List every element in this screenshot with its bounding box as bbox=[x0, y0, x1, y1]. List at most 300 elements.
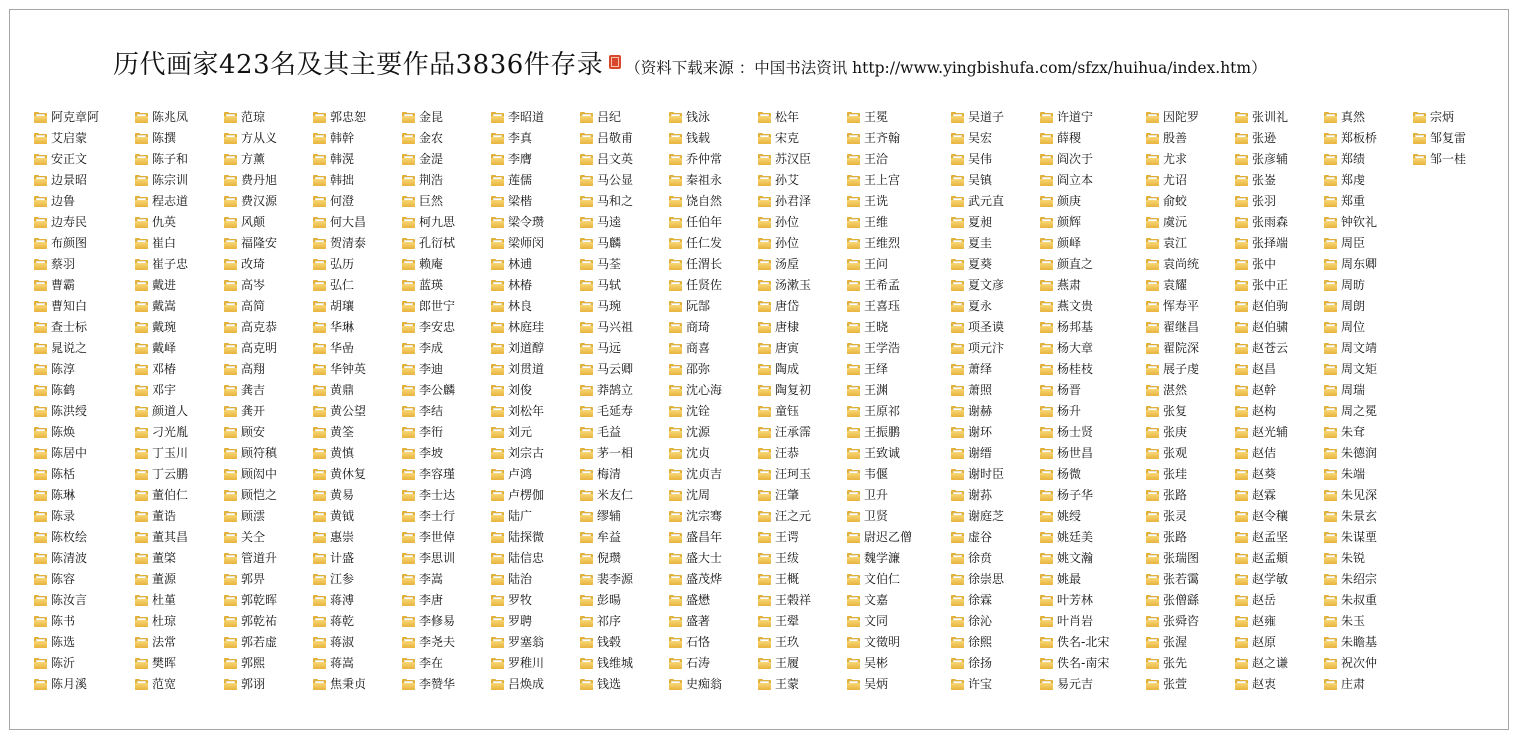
folder-item[interactable] bbox=[402, 506, 455, 527]
folder-item[interactable] bbox=[580, 485, 633, 506]
folder-item[interactable] bbox=[135, 191, 188, 212]
folder-item[interactable] bbox=[313, 674, 366, 695]
folder-item[interactable] bbox=[1146, 485, 1199, 506]
folder-item[interactable] bbox=[580, 149, 633, 170]
folder-item[interactable] bbox=[491, 401, 544, 422]
folder-item[interactable] bbox=[758, 317, 811, 338]
folder-item[interactable] bbox=[313, 527, 366, 548]
folder-item[interactable] bbox=[34, 611, 99, 632]
folder-item[interactable] bbox=[135, 233, 188, 254]
folder-item[interactable] bbox=[1146, 317, 1199, 338]
folder-item[interactable] bbox=[1146, 443, 1199, 464]
folder-item[interactable] bbox=[758, 464, 811, 485]
folder-item[interactable] bbox=[758, 254, 811, 275]
folder-item[interactable] bbox=[491, 422, 544, 443]
folder-item[interactable] bbox=[951, 128, 1004, 149]
folder-item[interactable] bbox=[1040, 632, 1109, 653]
folder-item[interactable] bbox=[491, 380, 544, 401]
folder-item[interactable] bbox=[224, 191, 277, 212]
folder-item[interactable] bbox=[580, 296, 633, 317]
folder-item[interactable] bbox=[1413, 149, 1466, 170]
folder-item[interactable] bbox=[1324, 296, 1377, 317]
folder-item[interactable] bbox=[1146, 380, 1199, 401]
folder-item[interactable] bbox=[1324, 527, 1377, 548]
folder-item[interactable] bbox=[224, 590, 277, 611]
folder-item[interactable] bbox=[1324, 254, 1377, 275]
folder-item[interactable] bbox=[135, 338, 188, 359]
folder-item[interactable] bbox=[313, 338, 366, 359]
folder-item[interactable] bbox=[1146, 569, 1199, 590]
folder-item[interactable] bbox=[224, 653, 277, 674]
folder-item[interactable] bbox=[580, 191, 633, 212]
folder-item[interactable] bbox=[135, 317, 188, 338]
folder-item[interactable] bbox=[1040, 191, 1109, 212]
folder-item[interactable] bbox=[758, 380, 811, 401]
folder-item[interactable] bbox=[491, 674, 544, 695]
folder-item[interactable] bbox=[1235, 338, 1288, 359]
folder-item[interactable] bbox=[313, 317, 366, 338]
folder-item[interactable] bbox=[1040, 254, 1109, 275]
folder-item[interactable] bbox=[1235, 653, 1288, 674]
folder-item[interactable] bbox=[1235, 149, 1288, 170]
folder-item[interactable] bbox=[224, 128, 277, 149]
folder-item[interactable] bbox=[669, 233, 722, 254]
folder-item[interactable] bbox=[1235, 359, 1288, 380]
folder-item[interactable] bbox=[1146, 149, 1199, 170]
folder-item[interactable] bbox=[1040, 422, 1109, 443]
folder-item[interactable] bbox=[669, 653, 722, 674]
folder-item[interactable] bbox=[1235, 464, 1288, 485]
folder-item[interactable] bbox=[34, 506, 99, 527]
folder-item[interactable] bbox=[34, 170, 99, 191]
folder-item[interactable] bbox=[951, 254, 1004, 275]
folder-item[interactable] bbox=[491, 317, 544, 338]
folder-item[interactable] bbox=[669, 380, 722, 401]
folder-item[interactable] bbox=[313, 653, 366, 674]
folder-item[interactable] bbox=[580, 254, 633, 275]
folder-item[interactable] bbox=[847, 233, 912, 254]
folder-item[interactable] bbox=[135, 443, 188, 464]
folder-item[interactable] bbox=[951, 359, 1004, 380]
folder-item[interactable] bbox=[135, 212, 188, 233]
folder-item[interactable] bbox=[847, 149, 912, 170]
folder-item[interactable] bbox=[491, 191, 544, 212]
folder-item[interactable] bbox=[1146, 128, 1199, 149]
folder-item[interactable] bbox=[669, 674, 722, 695]
folder-item[interactable] bbox=[402, 191, 455, 212]
folder-item[interactable] bbox=[224, 464, 277, 485]
folder-item[interactable] bbox=[758, 632, 811, 653]
folder-item[interactable] bbox=[135, 275, 188, 296]
folder-item[interactable] bbox=[1040, 464, 1109, 485]
folder-item[interactable] bbox=[951, 485, 1004, 506]
folder-item[interactable] bbox=[669, 506, 722, 527]
folder-item[interactable] bbox=[313, 212, 366, 233]
folder-item[interactable] bbox=[402, 338, 455, 359]
folder-item[interactable] bbox=[402, 233, 455, 254]
folder-item[interactable] bbox=[135, 569, 188, 590]
folder-item[interactable] bbox=[669, 317, 722, 338]
folder-item[interactable] bbox=[1146, 632, 1199, 653]
folder-item[interactable] bbox=[1324, 149, 1377, 170]
folder-item[interactable] bbox=[402, 464, 455, 485]
folder-item[interactable] bbox=[313, 380, 366, 401]
folder-item[interactable] bbox=[1040, 611, 1109, 632]
folder-item[interactable] bbox=[313, 254, 366, 275]
folder-item[interactable] bbox=[758, 275, 811, 296]
folder-item[interactable] bbox=[135, 674, 188, 695]
folder-item[interactable] bbox=[951, 443, 1004, 464]
folder-item[interactable] bbox=[491, 233, 544, 254]
folder-item[interactable] bbox=[491, 170, 544, 191]
folder-item[interactable] bbox=[847, 569, 912, 590]
folder-item[interactable] bbox=[580, 275, 633, 296]
folder-item[interactable] bbox=[758, 548, 811, 569]
folder-item[interactable] bbox=[1146, 548, 1199, 569]
folder-item[interactable] bbox=[313, 233, 366, 254]
folder-item[interactable] bbox=[34, 380, 99, 401]
folder-item[interactable] bbox=[758, 170, 811, 191]
folder-item[interactable] bbox=[1040, 653, 1109, 674]
folder-item[interactable] bbox=[669, 212, 722, 233]
folder-item[interactable] bbox=[951, 569, 1004, 590]
folder-item[interactable] bbox=[847, 653, 912, 674]
folder-item[interactable] bbox=[1235, 443, 1288, 464]
folder-item[interactable] bbox=[1235, 296, 1288, 317]
folder-item[interactable] bbox=[491, 149, 544, 170]
folder-item[interactable] bbox=[1040, 149, 1109, 170]
folder-item[interactable] bbox=[669, 359, 722, 380]
folder-item[interactable] bbox=[1146, 275, 1199, 296]
folder-item[interactable] bbox=[224, 569, 277, 590]
folder-item[interactable] bbox=[1235, 212, 1288, 233]
folder-item[interactable] bbox=[1324, 359, 1377, 380]
folder-item[interactable] bbox=[1235, 254, 1288, 275]
folder-item[interactable] bbox=[1040, 128, 1109, 149]
folder-item[interactable] bbox=[1324, 191, 1377, 212]
folder-item[interactable] bbox=[758, 443, 811, 464]
folder-item[interactable] bbox=[135, 401, 188, 422]
folder-item[interactable] bbox=[1040, 443, 1109, 464]
folder-item[interactable] bbox=[580, 107, 633, 128]
folder-item[interactable] bbox=[1235, 485, 1288, 506]
folder-item[interactable] bbox=[224, 296, 277, 317]
folder-item[interactable] bbox=[580, 359, 633, 380]
folder-item[interactable] bbox=[34, 254, 99, 275]
folder-item[interactable] bbox=[758, 506, 811, 527]
folder-item[interactable] bbox=[1413, 128, 1466, 149]
folder-item[interactable] bbox=[951, 338, 1004, 359]
folder-item[interactable] bbox=[580, 401, 633, 422]
folder-item[interactable] bbox=[1146, 170, 1199, 191]
folder-item[interactable] bbox=[1146, 359, 1199, 380]
folder-item[interactable] bbox=[313, 107, 366, 128]
folder-item[interactable] bbox=[580, 338, 633, 359]
folder-item[interactable] bbox=[224, 632, 277, 653]
folder-item[interactable] bbox=[224, 275, 277, 296]
folder-item[interactable] bbox=[34, 632, 99, 653]
folder-item[interactable] bbox=[951, 296, 1004, 317]
folder-item[interactable] bbox=[491, 275, 544, 296]
folder-item[interactable] bbox=[580, 590, 633, 611]
folder-item[interactable] bbox=[1040, 212, 1109, 233]
folder-item[interactable] bbox=[34, 548, 99, 569]
folder-item[interactable] bbox=[402, 443, 455, 464]
folder-item[interactable] bbox=[402, 422, 455, 443]
folder-item[interactable] bbox=[1235, 191, 1288, 212]
folder-item[interactable] bbox=[402, 485, 455, 506]
folder-item[interactable] bbox=[1146, 338, 1199, 359]
folder-item[interactable] bbox=[669, 527, 722, 548]
folder-item[interactable] bbox=[491, 107, 544, 128]
folder-item[interactable] bbox=[1324, 611, 1377, 632]
folder-item[interactable] bbox=[951, 212, 1004, 233]
folder-item[interactable] bbox=[847, 422, 912, 443]
folder-item[interactable] bbox=[758, 674, 811, 695]
folder-item[interactable] bbox=[1146, 506, 1199, 527]
folder-item[interactable] bbox=[758, 191, 811, 212]
folder-item[interactable] bbox=[135, 128, 188, 149]
folder-item[interactable] bbox=[847, 254, 912, 275]
folder-item[interactable] bbox=[1040, 296, 1109, 317]
folder-item[interactable] bbox=[580, 653, 633, 674]
folder-item[interactable] bbox=[669, 338, 722, 359]
folder-item[interactable] bbox=[1040, 569, 1109, 590]
folder-item[interactable] bbox=[402, 590, 455, 611]
folder-item[interactable] bbox=[1324, 632, 1377, 653]
folder-item[interactable] bbox=[402, 548, 455, 569]
folder-item[interactable] bbox=[1235, 275, 1288, 296]
folder-item[interactable] bbox=[135, 506, 188, 527]
folder-item[interactable] bbox=[34, 653, 99, 674]
folder-item[interactable] bbox=[580, 422, 633, 443]
folder-item[interactable] bbox=[1040, 590, 1109, 611]
folder-item[interactable] bbox=[135, 653, 188, 674]
folder-item[interactable] bbox=[1146, 611, 1199, 632]
folder-item[interactable] bbox=[313, 275, 366, 296]
folder-item[interactable] bbox=[951, 653, 1004, 674]
folder-item[interactable] bbox=[224, 548, 277, 569]
folder-item[interactable] bbox=[34, 233, 99, 254]
folder-item[interactable] bbox=[313, 191, 366, 212]
folder-item[interactable] bbox=[34, 317, 99, 338]
folder-item[interactable] bbox=[491, 212, 544, 233]
folder-item[interactable] bbox=[1235, 674, 1288, 695]
folder-item[interactable] bbox=[1413, 107, 1466, 128]
folder-item[interactable] bbox=[402, 401, 455, 422]
folder-item[interactable] bbox=[1146, 233, 1199, 254]
folder-item[interactable] bbox=[1146, 674, 1199, 695]
folder-item[interactable] bbox=[669, 128, 722, 149]
folder-item[interactable] bbox=[1040, 275, 1109, 296]
folder-item[interactable] bbox=[1040, 170, 1109, 191]
folder-item[interactable] bbox=[313, 548, 366, 569]
folder-item[interactable] bbox=[224, 674, 277, 695]
folder-item[interactable] bbox=[313, 632, 366, 653]
folder-item[interactable] bbox=[1235, 569, 1288, 590]
folder-item[interactable] bbox=[313, 485, 366, 506]
folder-item[interactable] bbox=[34, 359, 99, 380]
folder-item[interactable] bbox=[313, 128, 366, 149]
folder-item[interactable] bbox=[34, 275, 99, 296]
folder-item[interactable] bbox=[313, 296, 366, 317]
folder-item[interactable] bbox=[491, 338, 544, 359]
folder-item[interactable] bbox=[669, 254, 722, 275]
folder-item[interactable] bbox=[1146, 590, 1199, 611]
folder-item[interactable] bbox=[34, 212, 99, 233]
folder-item[interactable] bbox=[951, 548, 1004, 569]
folder-item[interactable] bbox=[669, 191, 722, 212]
folder-item[interactable] bbox=[34, 149, 99, 170]
folder-item[interactable] bbox=[758, 527, 811, 548]
folder-item[interactable] bbox=[402, 212, 455, 233]
folder-item[interactable] bbox=[580, 506, 633, 527]
folder-item[interactable] bbox=[34, 422, 99, 443]
folder-item[interactable] bbox=[402, 611, 455, 632]
folder-item[interactable] bbox=[313, 611, 366, 632]
folder-item[interactable] bbox=[1146, 191, 1199, 212]
folder-item[interactable] bbox=[491, 443, 544, 464]
folder-item[interactable] bbox=[1324, 548, 1377, 569]
folder-item[interactable] bbox=[34, 590, 99, 611]
folder-item[interactable] bbox=[491, 506, 544, 527]
folder-item[interactable] bbox=[313, 590, 366, 611]
folder-item[interactable] bbox=[224, 443, 277, 464]
folder-item[interactable] bbox=[135, 611, 188, 632]
folder-item[interactable] bbox=[402, 359, 455, 380]
folder-item[interactable] bbox=[224, 107, 277, 128]
folder-item[interactable] bbox=[847, 338, 912, 359]
folder-item[interactable] bbox=[34, 107, 99, 128]
folder-item[interactable] bbox=[847, 548, 912, 569]
folder-item[interactable] bbox=[847, 275, 912, 296]
folder-item[interactable] bbox=[1146, 653, 1199, 674]
folder-item[interactable] bbox=[847, 506, 912, 527]
folder-item[interactable] bbox=[847, 401, 912, 422]
folder-item[interactable] bbox=[847, 485, 912, 506]
folder-item[interactable] bbox=[1324, 317, 1377, 338]
folder-item[interactable] bbox=[1040, 359, 1109, 380]
folder-item[interactable] bbox=[402, 275, 455, 296]
folder-item[interactable] bbox=[135, 359, 188, 380]
folder-item[interactable] bbox=[951, 275, 1004, 296]
folder-item[interactable] bbox=[135, 590, 188, 611]
folder-item[interactable] bbox=[1324, 275, 1377, 296]
folder-item[interactable] bbox=[402, 149, 455, 170]
folder-item[interactable] bbox=[1324, 233, 1377, 254]
folder-item[interactable] bbox=[491, 632, 544, 653]
folder-item[interactable] bbox=[669, 170, 722, 191]
folder-item[interactable] bbox=[1235, 317, 1288, 338]
folder-item[interactable] bbox=[224, 506, 277, 527]
folder-item[interactable] bbox=[1324, 443, 1377, 464]
folder-item[interactable] bbox=[1324, 569, 1377, 590]
folder-item[interactable] bbox=[224, 338, 277, 359]
folder-item[interactable] bbox=[491, 569, 544, 590]
folder-item[interactable] bbox=[313, 422, 366, 443]
folder-item[interactable] bbox=[1040, 401, 1109, 422]
folder-item[interactable] bbox=[951, 422, 1004, 443]
folder-item[interactable] bbox=[491, 527, 544, 548]
folder-item[interactable] bbox=[580, 569, 633, 590]
folder-item[interactable] bbox=[313, 149, 366, 170]
folder-item[interactable] bbox=[491, 296, 544, 317]
folder-item[interactable] bbox=[1146, 254, 1199, 275]
folder-item[interactable] bbox=[1324, 506, 1377, 527]
folder-item[interactable] bbox=[758, 485, 811, 506]
folder-item[interactable] bbox=[1235, 401, 1288, 422]
folder-item[interactable] bbox=[1324, 590, 1377, 611]
folder-item[interactable] bbox=[951, 506, 1004, 527]
folder-item[interactable] bbox=[847, 527, 912, 548]
folder-item[interactable] bbox=[951, 611, 1004, 632]
folder-item[interactable] bbox=[669, 107, 722, 128]
folder-item[interactable] bbox=[1040, 485, 1109, 506]
folder-item[interactable] bbox=[847, 128, 912, 149]
folder-item[interactable] bbox=[135, 170, 188, 191]
folder-item[interactable] bbox=[669, 149, 722, 170]
folder-item[interactable] bbox=[34, 401, 99, 422]
folder-item[interactable] bbox=[402, 296, 455, 317]
folder-item[interactable] bbox=[1146, 464, 1199, 485]
folder-item[interactable] bbox=[1146, 212, 1199, 233]
folder-item[interactable] bbox=[1324, 380, 1377, 401]
folder-item[interactable] bbox=[847, 632, 912, 653]
folder-item[interactable] bbox=[402, 170, 455, 191]
folder-item[interactable] bbox=[847, 212, 912, 233]
folder-item[interactable] bbox=[1146, 422, 1199, 443]
folder-item[interactable] bbox=[847, 191, 912, 212]
folder-item[interactable] bbox=[34, 443, 99, 464]
folder-item[interactable] bbox=[580, 464, 633, 485]
folder-item[interactable] bbox=[402, 380, 455, 401]
folder-item[interactable] bbox=[580, 128, 633, 149]
folder-item[interactable] bbox=[951, 233, 1004, 254]
folder-item[interactable] bbox=[758, 653, 811, 674]
folder-item[interactable] bbox=[224, 170, 277, 191]
folder-item[interactable] bbox=[1235, 590, 1288, 611]
folder-item[interactable] bbox=[402, 653, 455, 674]
folder-item[interactable] bbox=[758, 338, 811, 359]
folder-item[interactable] bbox=[224, 611, 277, 632]
folder-item[interactable] bbox=[580, 674, 633, 695]
folder-item[interactable] bbox=[313, 464, 366, 485]
folder-item[interactable] bbox=[224, 212, 277, 233]
folder-item[interactable] bbox=[34, 674, 99, 695]
folder-item[interactable] bbox=[135, 632, 188, 653]
folder-item[interactable] bbox=[402, 569, 455, 590]
folder-item[interactable] bbox=[34, 485, 99, 506]
folder-item[interactable] bbox=[951, 464, 1004, 485]
folder-item[interactable] bbox=[34, 128, 99, 149]
folder-item[interactable] bbox=[491, 485, 544, 506]
folder-item[interactable] bbox=[224, 149, 277, 170]
folder-item[interactable] bbox=[224, 422, 277, 443]
folder-item[interactable] bbox=[1235, 506, 1288, 527]
folder-item[interactable] bbox=[847, 380, 912, 401]
folder-item[interactable] bbox=[758, 569, 811, 590]
folder-item[interactable] bbox=[1040, 233, 1109, 254]
folder-item[interactable] bbox=[951, 149, 1004, 170]
folder-item[interactable] bbox=[402, 254, 455, 275]
folder-item[interactable] bbox=[580, 527, 633, 548]
folder-item[interactable] bbox=[758, 422, 811, 443]
folder-item[interactable] bbox=[1040, 338, 1109, 359]
folder-item[interactable] bbox=[34, 296, 99, 317]
folder-item[interactable] bbox=[1040, 527, 1109, 548]
folder-item[interactable] bbox=[580, 632, 633, 653]
folder-item[interactable] bbox=[491, 464, 544, 485]
